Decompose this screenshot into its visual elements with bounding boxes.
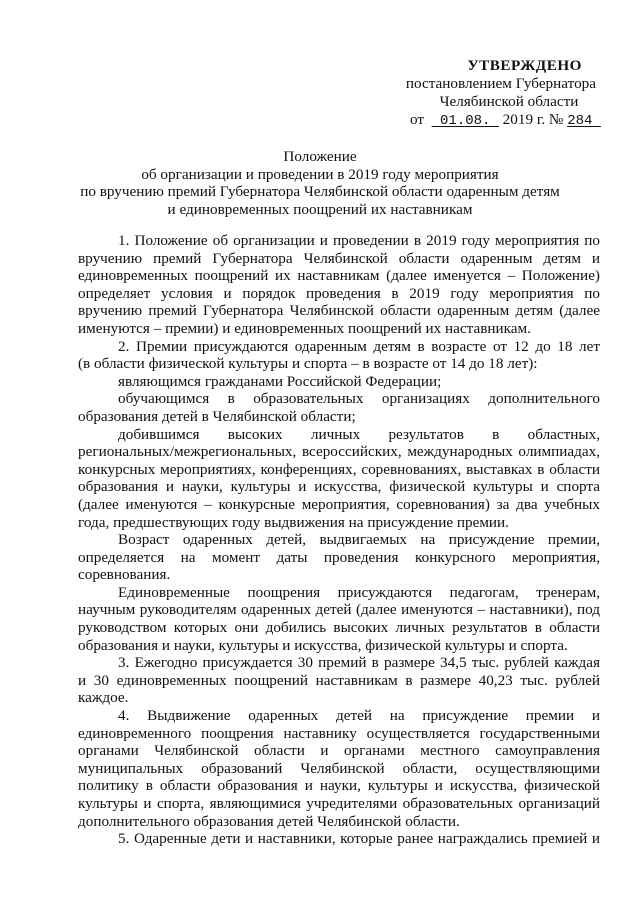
text-line: именуются – премии) и единовременных поощрений их наставникам. — [78, 319, 531, 337]
text-line: 4. Выдвижение одаренных детей на присуждение премии и — [118, 707, 600, 725]
text-line: политику в области образования и науки, культуры и искусства, физической — [78, 777, 600, 795]
text-line: соревнования. — [78, 566, 171, 584]
text-line: и 30 единовременных поощрений наставникам в размере 40,23 тыс. рублей — [78, 671, 600, 689]
text-line: являющимся гражданами Российской Федерации; — [118, 372, 442, 390]
approval-date-line — [410, 111, 596, 130]
text-line: дополнительного образования детей Челябинской области. — [78, 812, 460, 830]
text-line: единовременных поощрений их наставникам (далее именуется – Положение) — [78, 267, 600, 285]
text-line: каждое. — [78, 689, 129, 707]
text-line: руководством которых они добились высоких личных результатов в области — [78, 619, 600, 637]
text-line: года, предшествующих году выдвижения на присуждение премии. — [78, 513, 509, 531]
text-line: 5. Одаренные дети и наставники, которые ранее награждались премией и — [118, 830, 600, 848]
date-prefix: от — [410, 111, 425, 128]
text-line: 1. Положение об организации и проведении в 2019 году мероприятия по — [118, 232, 600, 249]
text-line: Возраст одаренных детей, выдвигаемых на присуждение премии, — [118, 531, 600, 549]
title-line-3: по вручению премий Губернатора Челябинской области одаренным детям — [80, 183, 560, 200]
text-line: вручению премий Губернатора Челябинской области одаренным детям (далее — [78, 302, 600, 320]
approval-line-2: Челябинской области — [439, 93, 579, 110]
text-line: научным руководителям одаренных детей (далее именуются – наставники), под — [78, 601, 600, 619]
text-line: образования и науки, культуры и искусства, физической культуры и спорта. — [78, 636, 568, 654]
text-line: органами Челябинской области и органами местного самоуправления — [78, 742, 600, 760]
document-title — [40, 148, 600, 218]
text-line: культуры и спорта, являющимися учредителями образовательных организаций — [78, 795, 600, 812]
number-value: 284 — [567, 113, 593, 129]
approval-heading: УТВЕРЖДЕНО — [467, 57, 582, 74]
year-text: 2019 г. № — [502, 111, 564, 128]
approval-stamp — [404, 57, 596, 130]
text-line: региональных/межрегиональных, всероссийских, международных олимпиадах, — [78, 443, 600, 461]
title-line-1: Положение — [283, 148, 357, 165]
document-body — [78, 232, 600, 848]
text-line: муниципальных образований Челябинской области, осуществляющими — [78, 759, 600, 777]
text-line: 2. Премии присуждаются одаренным детям в возрасте от 12 до 18 лет — [118, 337, 600, 355]
text-line: образования детей в Челябинской области; — [78, 407, 356, 425]
text-line: обучающимся в образовательных организациях дополнительного — [118, 390, 600, 408]
text-line: определяется на момент даты проведения конкурсного мероприятия, — [78, 548, 600, 566]
title-line-4: и единовременных поощрений их наставникам — [167, 200, 473, 218]
text-line: Единовременные поощрения присуждаются педагогам, тренерам, — [118, 583, 600, 601]
text-line: 3. Ежегодно присуждается 30 премий в размере 34,5 тыс. рублей каждая — [118, 654, 600, 672]
text-line: единовременного поощрения наставнику осуществляется государственными — [78, 724, 600, 742]
text-line: образования и науки, культуры и искусства, физической культуры и спорта — [78, 478, 600, 496]
text-line: (в области физической культуры и спорта – в возрасте от 14 до 18 лет): — [78, 355, 538, 373]
title-line-2: об организации и проведении в 2019 году мероприятия — [141, 165, 499, 183]
approval-line-1: постановлением Губернатора — [405, 75, 596, 92]
text-line: (далее именуются – конкурсные мероприятия, соревнования) за два учебных — [78, 495, 600, 513]
text-line: конкурсных мероприятиях, конференциях, соревнованиях, выставках в области — [78, 460, 600, 478]
text-line: добившимся высоких личных результатов в областных, — [118, 425, 600, 443]
date-value: 01.08. — [440, 113, 491, 129]
text-line: определяет условия и порядок проведения в 2019 году мероприятия по — [78, 284, 600, 302]
text-line: вручению премий Губернатора Челябинской области одаренным детям и — [78, 249, 600, 267]
